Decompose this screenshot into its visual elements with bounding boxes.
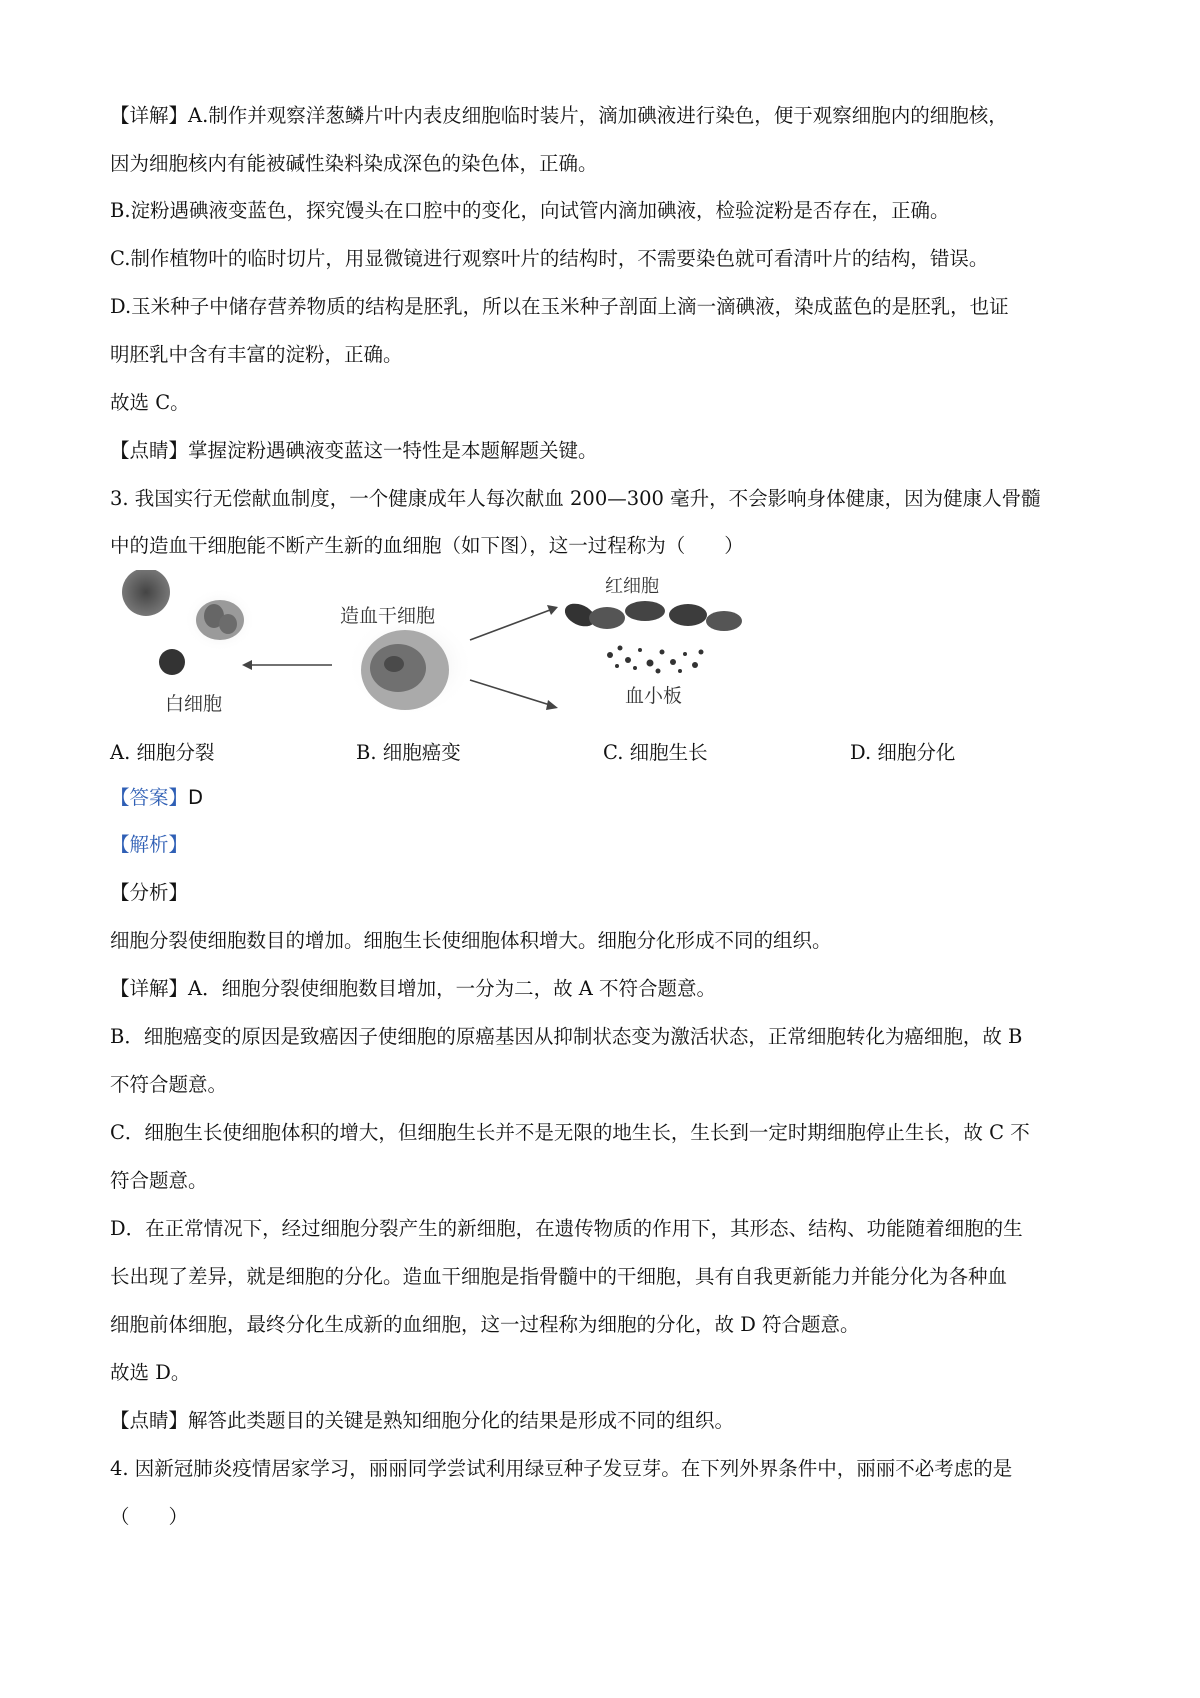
text-line: C.制作植物叶的临时切片，用显微镜进行观察叶片的结构时，不需要染色就可看清叶片的结构，错误。 — [110, 247, 989, 270]
question-3-stem-cont: 中的造血干细胞能不断产生新的血细胞（如下图），这一过程称为（ ） — [110, 534, 744, 557]
red-cell-icon — [625, 601, 665, 621]
option-c: C. 细胞生长 — [603, 741, 708, 764]
text-line: 故选 D。 — [110, 1361, 191, 1384]
blood-cell-differentiation-figure — [110, 570, 760, 720]
text-line: 长出现了差异，就是细胞的分化。造血干细胞是指骨髓中的干细胞，具有自我更新能力并能分化为各种血 — [110, 1265, 1008, 1288]
question-4-stem-cont: （ ） — [110, 1505, 189, 1528]
red-cell-icon — [589, 607, 625, 629]
text-line: D.玉米种子中储存营养物质的结构是胚乳，所以在玉米种子剖面上滴一滴碘液，染成蓝色的是胚乳，也证 — [110, 295, 1009, 318]
text-line: B．细胞癌变的原因是致癌因子使细胞的原癌基因从抑制状态变为激活状态，正常细胞转化为癌细胞，故 B — [110, 1025, 1023, 1048]
answer-value: D — [188, 786, 204, 809]
text-line: 因为细胞核内有能被碱性染料染成深色的染色体，正确。 — [110, 152, 598, 175]
answer-line — [110, 785, 203, 811]
text-line: 细胞分裂使细胞数目的增加。细胞生长使细胞体积增大。细胞分化形成不同的组织。 — [110, 929, 832, 952]
white-cell-icon — [159, 649, 185, 675]
question-3-stem: 3. 我国实行无偿献血制度，一个健康成年人每次献血 200—300 毫升，不会影响身体健康，因为健康人骨髓 — [110, 487, 1041, 510]
option-d: D. 细胞分化 — [850, 741, 956, 764]
text-line: 【详解】A．细胞分裂使细胞数目增加，一分为二，故 A 不符合题意。 — [110, 977, 717, 1000]
option-b: B. 细胞癌变 — [356, 741, 461, 764]
platelet-label: 血小板 — [625, 685, 683, 707]
text-line: B.淀粉遇碘液变蓝色，探究馒头在口腔中的变化，向试管内滴加碘液，检验淀粉是否存在，正确。 — [110, 199, 950, 222]
question-4-stem: 4. 因新冠肺炎疫情居家学习，丽丽同学尝试利用绿豆种子发豆芽。在下列外界条件中，丽丽不必考虑的是 — [110, 1457, 1013, 1480]
text-line: 明胚乳中含有丰富的淀粉，正确。 — [110, 343, 403, 366]
text-line: C．细胞生长使细胞体积的增大，但细胞生长并不是无限的地生长，生长到一定时期细胞停止生长，故 C 不 — [110, 1121, 1030, 1144]
analysis-label: 【解析】 — [110, 833, 189, 856]
white-cell-label: 白细胞 — [165, 693, 223, 715]
text-line: D．在正常情况下，经过细胞分裂产生的新细胞，在遗传物质的作用下，其形态、结构、功能随着细胞的生 — [110, 1217, 1023, 1240]
text-line: 【分析】 — [110, 881, 189, 904]
red-cell-icon — [706, 611, 742, 631]
platelet-icon — [607, 646, 704, 674]
text-line: 【点睛】掌握淀粉遇碘液变蓝这一特性是本题解题关键。 — [110, 439, 598, 462]
text-line: 符合题意。 — [110, 1169, 208, 1192]
red-cell-icon — [669, 604, 707, 626]
red-cell-label: 红细胞 — [605, 576, 659, 597]
white-cell-icon — [122, 570, 170, 616]
option-a: A. 细胞分裂 — [110, 741, 215, 764]
text-line: 【点睛】解答此类题目的关键是熟知细胞分化的结果是形成不同的组织。 — [110, 1409, 735, 1432]
question-3-options — [110, 737, 1110, 767]
text-line: 【详解】A.制作并观察洋葱鳞片叶内表皮细胞临时装片，滴加碘液进行染色，便于观察细胞内的细胞核， — [110, 104, 1008, 127]
stem-cell-label: 造血干细胞 — [340, 605, 436, 627]
answer-label: 【答案】 — [110, 786, 189, 809]
text-line: 不符合题意。 — [110, 1073, 228, 1096]
text-line: 故选 C。 — [110, 391, 190, 414]
text-line: 细胞前体细胞，最终分化生成新的血细胞，这一过程称为细胞的分化，故 D 符合题意。 — [110, 1313, 860, 1336]
